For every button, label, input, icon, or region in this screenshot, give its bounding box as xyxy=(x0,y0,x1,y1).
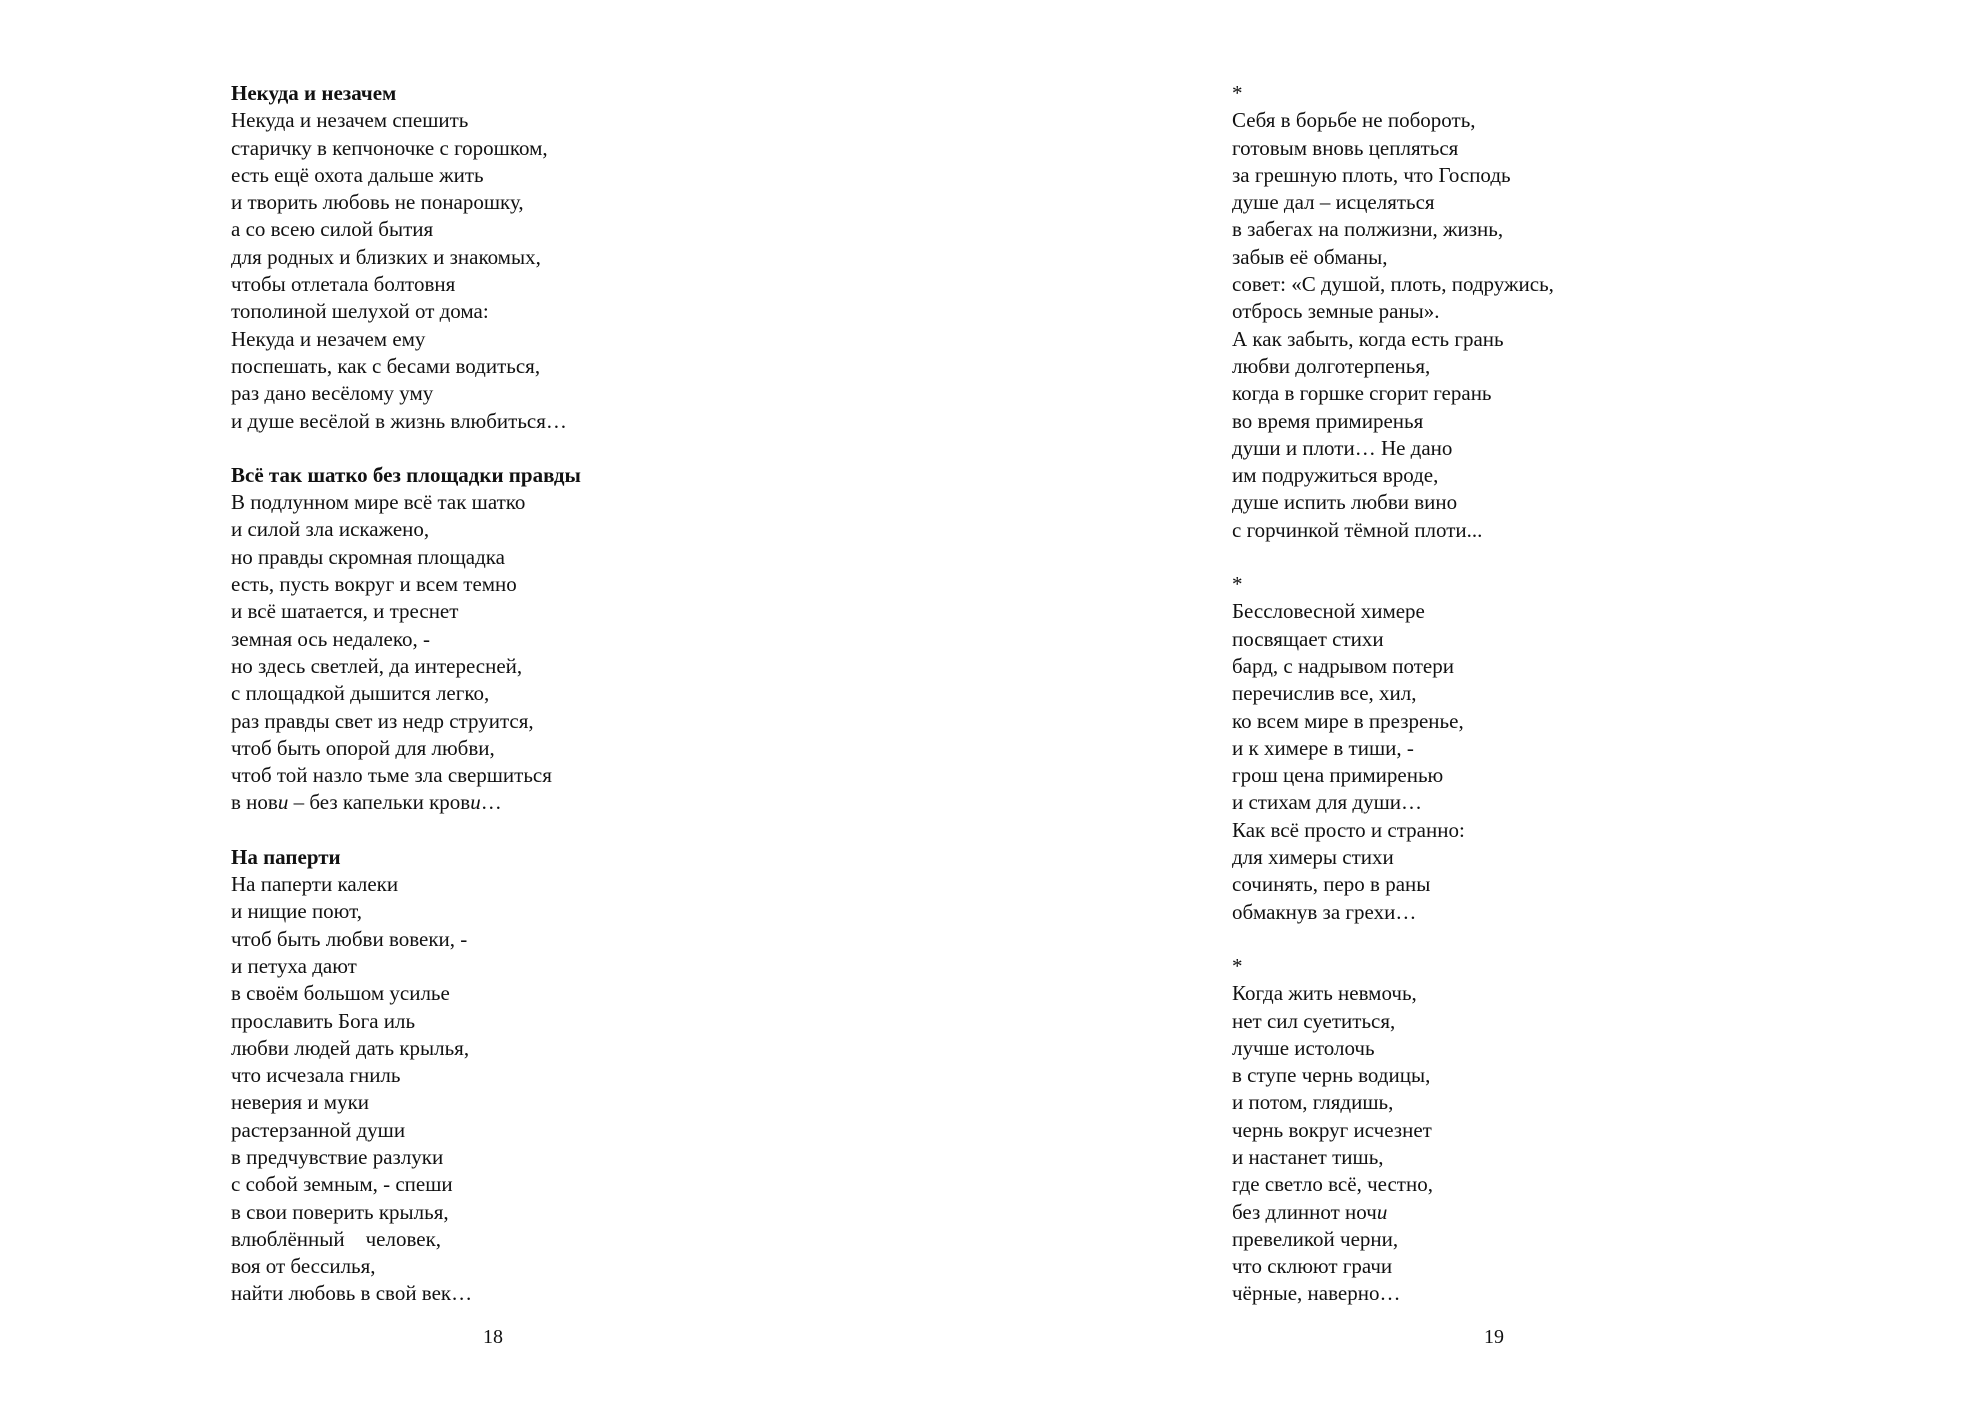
poem-line: совет: «С душой, плоть, подружись, xyxy=(1232,272,1554,297)
poem-line: найти любовь в свой век… xyxy=(231,1281,473,1306)
poem-line: чтобы отлетала болтовня xyxy=(231,272,456,297)
text-fragment: … xyxy=(480,790,502,815)
text-fragment: без длиннот ноч xyxy=(1232,1199,1377,1224)
poem-line: грош цена примиренью xyxy=(1232,763,1444,788)
poem-line: Себя в борьбе не побороть, xyxy=(1232,108,1476,133)
poem-line xyxy=(231,789,581,816)
poem-line: а со всею силой бытия xyxy=(231,217,434,242)
poem-line: и к химере в тиши, - xyxy=(1232,735,1414,760)
poem-line: где светло всё, честно, xyxy=(1232,1172,1433,1197)
poem-line: в предчувствие разлуки xyxy=(231,1144,444,1169)
poem-line: А как забыть, когда есть грань xyxy=(1232,326,1504,351)
poem-line: с собой земным, - спеши xyxy=(231,1172,453,1197)
poem-line: что склюют грачи xyxy=(1232,1254,1393,1279)
poem-line: старичку в кепчоночке с горошком, xyxy=(231,135,548,160)
poem-line: воя от бессилья, xyxy=(231,1254,376,1279)
poem-line: что исчезала гниль xyxy=(231,1063,401,1088)
poem xyxy=(1232,953,1554,1308)
poem-line: забыв её обманы, xyxy=(1232,244,1388,269)
poem-line: во время примиренья xyxy=(1232,408,1424,433)
poem-line: посвящает стихи xyxy=(1232,626,1384,651)
poem xyxy=(231,80,581,435)
poem-line: есть, пусть вокруг и всем темно xyxy=(231,572,517,597)
poem-line: неверия и муки xyxy=(231,1090,370,1115)
right-page xyxy=(985,0,1971,1410)
poem-line: в ступе чернь водицы, xyxy=(1232,1063,1431,1088)
page-number: 18 xyxy=(483,1326,503,1348)
poem-line: тополиной шелухой от дома: xyxy=(231,299,489,324)
poem-separator-asterisk: * xyxy=(1232,953,1243,978)
poem-line: обмакнув за грехи… xyxy=(1232,899,1417,924)
poem-line: Когда жить невмочь, xyxy=(1232,981,1417,1006)
poem-line: и нищие поют, xyxy=(231,899,362,924)
poem-line: но здесь светлей, да интересней, xyxy=(231,653,523,678)
poem-line: с площадкой дышится легко, xyxy=(231,681,490,706)
poem-line: и стихам для души… xyxy=(1232,790,1422,815)
italic-fragment: и xyxy=(1376,1199,1388,1224)
poem xyxy=(1232,571,1554,926)
poem-line: Некуда и незачем ему xyxy=(231,326,426,351)
italic-fragment: и xyxy=(277,790,289,815)
poem-line: перечислив все, хил, xyxy=(1232,681,1417,706)
right-page-text xyxy=(1232,80,1554,1335)
poem-line: в забегах на полжизни, жизнь, xyxy=(1232,217,1504,242)
poem xyxy=(231,462,581,817)
poem-line: растерзанной души xyxy=(231,1117,406,1142)
poem-line: чтоб быть опорой для любви, xyxy=(231,735,495,760)
text-fragment: – без капельки кров xyxy=(288,790,471,815)
poem-line: и потом, глядишь, xyxy=(1232,1090,1394,1115)
poem-line xyxy=(1232,1199,1554,1226)
poem-line: за грешную плоть, что Господь xyxy=(1232,162,1511,187)
poem-line: прославить Бога иль xyxy=(231,1008,416,1033)
poem-line: и душе весёлой в жизнь влюбиться… xyxy=(231,408,567,433)
poem-separator-asterisk: * xyxy=(1232,572,1243,597)
poem-line: ко всем мире в презренье, xyxy=(1232,708,1464,733)
poem xyxy=(231,844,581,1308)
poem-line: для родных и близких и знакомых, xyxy=(231,244,541,269)
left-page-text xyxy=(231,80,581,1335)
poem-line: Некуда и незачем спешить xyxy=(231,108,469,133)
poem-title: Всё так шатко без площадки правды xyxy=(231,462,581,487)
poem-line: чтоб той назло тьме зла свершиться xyxy=(231,763,552,788)
page-number: 19 xyxy=(1484,1326,1504,1348)
poem-line: нет сил суетиться, xyxy=(1232,1008,1396,1033)
poem-line: душе дал – исцеляться xyxy=(1232,190,1435,215)
poem-line: души и плоти… Не дано xyxy=(1232,435,1453,460)
poem-line: превеликой черни, xyxy=(1232,1226,1399,1251)
poem-line: любви долготерпенья, xyxy=(1232,353,1431,378)
poem-line: сочинять, перо в раны xyxy=(1232,872,1431,897)
poem-line: когда в горшке сгорит герань xyxy=(1232,381,1492,406)
poem-line: и творить любовь не понарошку, xyxy=(231,190,524,215)
poem-title: Некуда и незачем xyxy=(231,81,397,105)
poem-title: На паперти xyxy=(231,844,341,869)
poem-line: душе испить любви вино xyxy=(1232,490,1458,515)
poem-line: им подружиться вроде, xyxy=(1232,463,1439,488)
poem-line: отбрось земные раны». xyxy=(1232,299,1440,324)
poem-line: земная ось недалеко, - xyxy=(231,626,430,651)
italic-fragment: и xyxy=(470,790,481,815)
text-fragment: в нов xyxy=(231,790,278,815)
poem-line: любви людей дать крылья, xyxy=(231,1035,470,1060)
poem-line: и силой зла искажено, xyxy=(231,517,430,542)
poem-line: чернь вокруг исчезнет xyxy=(1232,1117,1432,1142)
poem-line: но правды скромная площадка xyxy=(231,544,505,569)
poem-line: чёрные, наверно… xyxy=(1232,1281,1401,1306)
poem-line: Как всё просто и странно: xyxy=(1232,817,1465,842)
poem-line: поспешать, как с бесами водиться, xyxy=(231,353,541,378)
poem-line: в своём большом усилье xyxy=(231,981,450,1006)
poem-line: влюблённый человек, xyxy=(231,1226,442,1251)
poem-line: в свои поверить крылья, xyxy=(231,1199,449,1224)
poem-line: есть ещё охота дальше жить xyxy=(231,162,484,187)
poem-line: лучше истолочь xyxy=(1232,1035,1375,1060)
poem-line: для химеры стихи xyxy=(1232,845,1394,870)
poem-line: чтоб быть любви вовеки, - xyxy=(231,926,468,951)
poem-line: бард, с надрывом потери xyxy=(1232,653,1454,678)
poem-line: На паперти калеки xyxy=(231,872,399,897)
poem-line: с горчинкой тёмной плоти... xyxy=(1232,517,1483,542)
poem-line: и настанет тишь, xyxy=(1232,1144,1384,1169)
poem-line: готовым вновь цепляться xyxy=(1232,135,1459,160)
poem-line: и петуха дают xyxy=(231,953,357,978)
poem-line: Бессловесной химере xyxy=(1232,599,1425,624)
poem-line: В подлунном мире всё так шатко xyxy=(231,490,526,515)
left-page xyxy=(0,0,985,1410)
poem-separator-asterisk: * xyxy=(1232,81,1243,105)
poem-line: раз правды свет из недр струится, xyxy=(231,708,534,733)
poem-line: и всё шатается, и треснет xyxy=(231,599,459,624)
poem-line: раз дано весёлому уму xyxy=(231,381,434,406)
poem xyxy=(1232,80,1554,544)
